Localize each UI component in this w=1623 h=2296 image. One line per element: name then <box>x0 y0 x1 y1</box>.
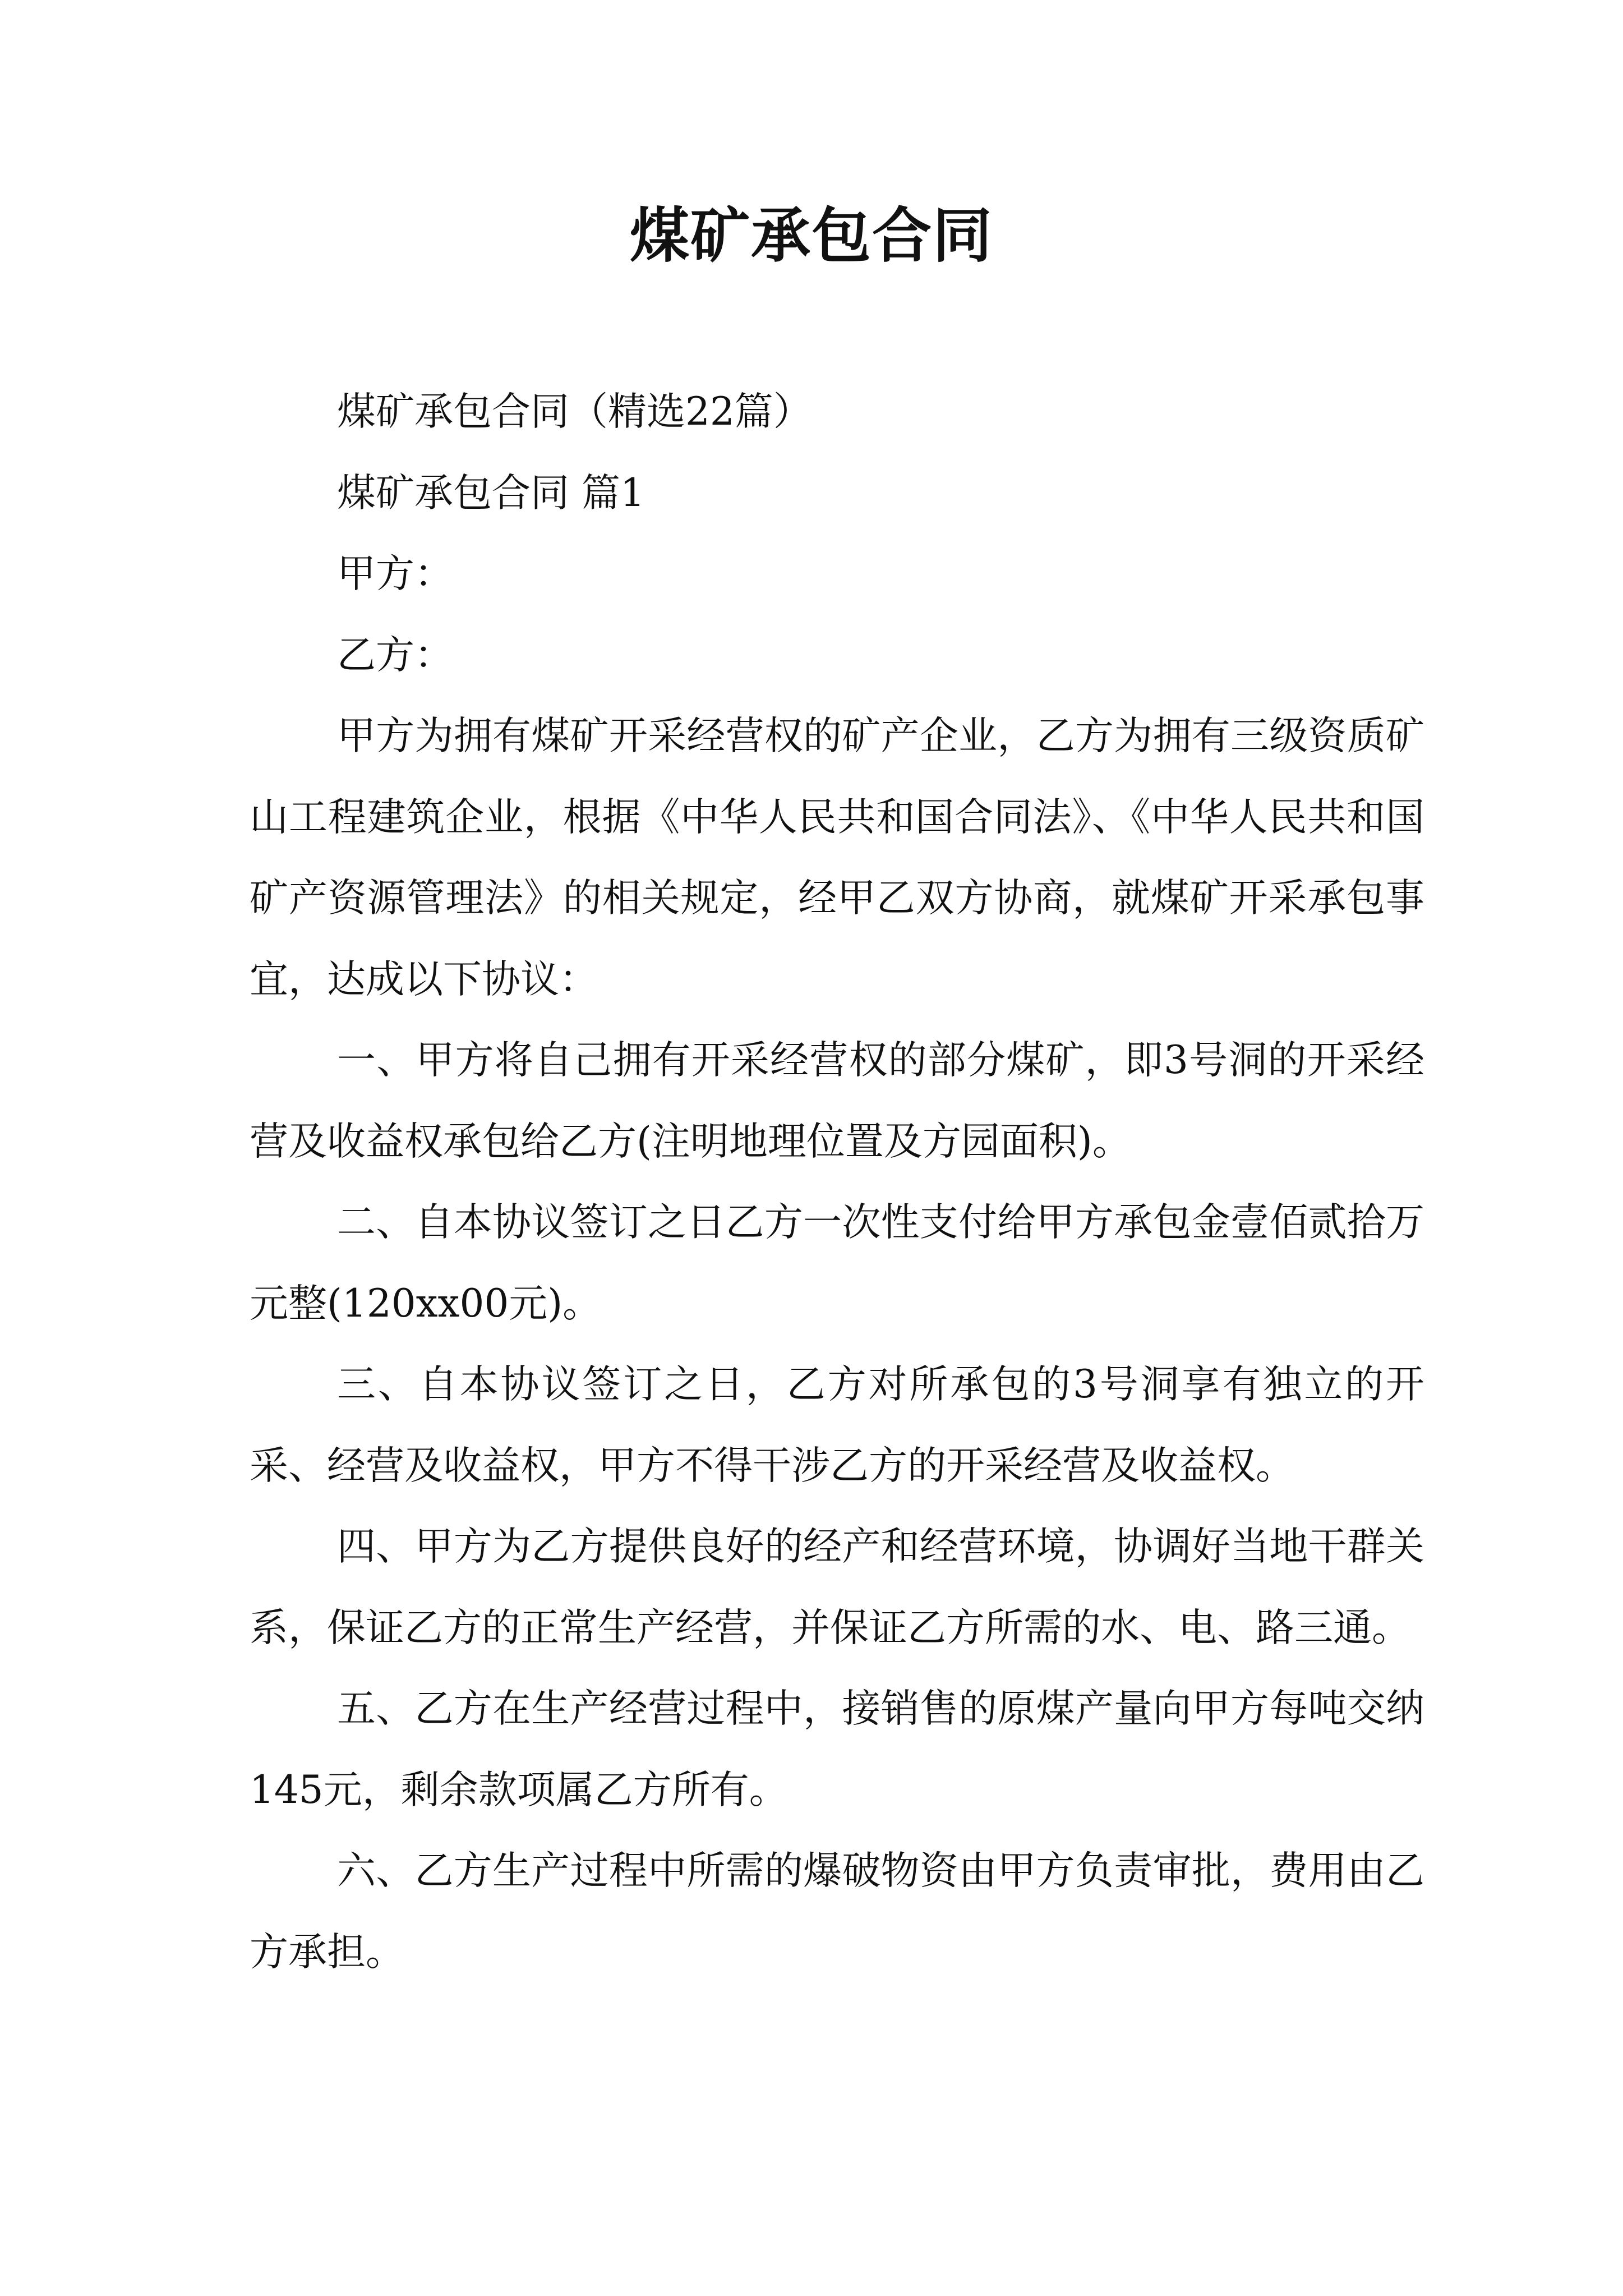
clause-2: 二、自本协议签订之日乙方一次性支付给甲方承包金壹佰贰拾万元整(120xx00元)。 <box>250 1200 1424 1326</box>
clause-6: 六、乙方生产过程中所需的爆破物资由甲方负责审批，费用由乙方承担。 <box>250 1848 1424 1975</box>
clause-3: 三、自本协议签订之日，乙方对所承包的3号洞享有独立的开采、经营及收益权，甲方不得干涉乙方的开采经营及收益权。 <box>250 1362 1424 1488</box>
clause-4: 四、甲方为乙方提供良好的经产和经营环境，协调好当地干群关系，保证乙方的正常生产经营，并保证乙方所需的水、电、路三通。 <box>250 1524 1424 1650</box>
clause-1: 一、甲方将自己拥有开采经营权的部分煤矿，即3号洞的开采经营及收益权承包给乙方(注明地理位置及方园面积)。 <box>250 1038 1424 1164</box>
party-a-line: 甲方： <box>337 551 453 596</box>
party-b-line: 乙方： <box>337 632 453 678</box>
clause-5: 五、乙方在生产经营过程中，接销售的原煤产量向甲方每吨交纳145元，剩余款项属乙方所有。 <box>250 1686 1424 1812</box>
document-body <box>250 371 1424 1993</box>
preamble-paragraph: 甲方为拥有煤矿开采经营权的矿产企业，乙方为拥有三级资质矿山工程建筑企业，根据《中华人民共和国合同法》、《中华人民共和国矿产资源管理法》的相关规定，经甲乙双方协商，就煤矿开采承包事宜，达成以下协议： <box>250 714 1424 1002</box>
document-title: 煤矿承包合同 <box>630 200 993 270</box>
section-heading-1: 煤矿承包合同 篇1 <box>337 470 645 516</box>
subtitle-selected-22: 煤矿承包合同（精选22篇） <box>337 389 812 434</box>
